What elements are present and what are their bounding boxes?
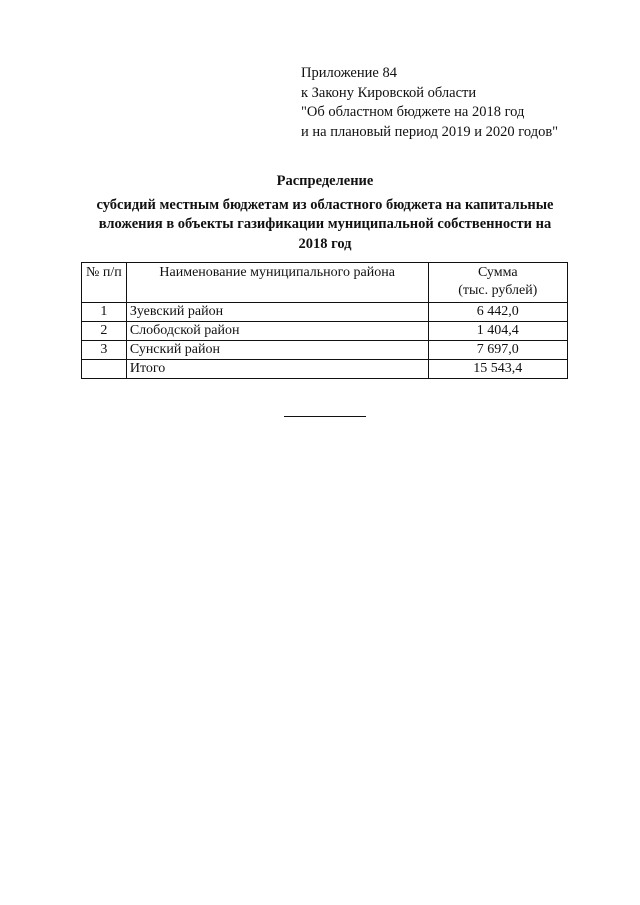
row-name: Слободской район bbox=[126, 322, 428, 341]
header-sum-line-2: (тыс. рублей) bbox=[458, 282, 538, 298]
header-num: № п/п bbox=[82, 263, 127, 303]
subsidies-table bbox=[81, 262, 568, 379]
row-sum: 7 697,0 bbox=[428, 341, 567, 360]
header-sum-line-1: Сумма bbox=[477, 265, 518, 280]
total-label: Итого bbox=[126, 360, 428, 379]
table-total-row bbox=[82, 360, 568, 379]
document-title bbox=[80, 172, 570, 254]
title-line-2: вложения в объекты газификации муниципальной собственности на bbox=[98, 216, 552, 232]
row-name: Сунский район bbox=[126, 341, 428, 360]
appendix-line-1: Приложение 84 bbox=[301, 65, 397, 81]
appendix-line-2: к Закону Кировской области bbox=[301, 84, 477, 101]
header-sum bbox=[428, 263, 567, 303]
table-row bbox=[82, 341, 568, 360]
total-sum: 15 543,4 bbox=[428, 360, 567, 379]
table-row bbox=[82, 303, 568, 322]
appendix-line-3: "Об областном бюджете на 2018 год bbox=[301, 104, 525, 120]
title-line-1: субсидий местным бюджетам из областного бюджета на капитальные bbox=[96, 196, 554, 213]
title-heading: Распределение bbox=[276, 173, 374, 189]
table-header-row bbox=[82, 263, 568, 303]
total-num bbox=[82, 360, 127, 379]
row-num: 3 bbox=[82, 341, 127, 360]
title-line-3: 2018 год bbox=[298, 235, 352, 252]
appendix-note bbox=[301, 64, 558, 142]
header-name: Наименование муниципального района bbox=[126, 263, 428, 303]
row-num: 1 bbox=[82, 303, 127, 322]
row-name: Зуевский район bbox=[126, 303, 428, 322]
row-num: 2 bbox=[82, 322, 127, 341]
table-row bbox=[82, 322, 568, 341]
closing-divider bbox=[284, 416, 366, 417]
row-sum: 6 442,0 bbox=[428, 303, 567, 322]
appendix-line-4: и на плановый период 2019 и 2020 годов" bbox=[301, 123, 559, 140]
row-sum: 1 404,4 bbox=[428, 322, 567, 341]
